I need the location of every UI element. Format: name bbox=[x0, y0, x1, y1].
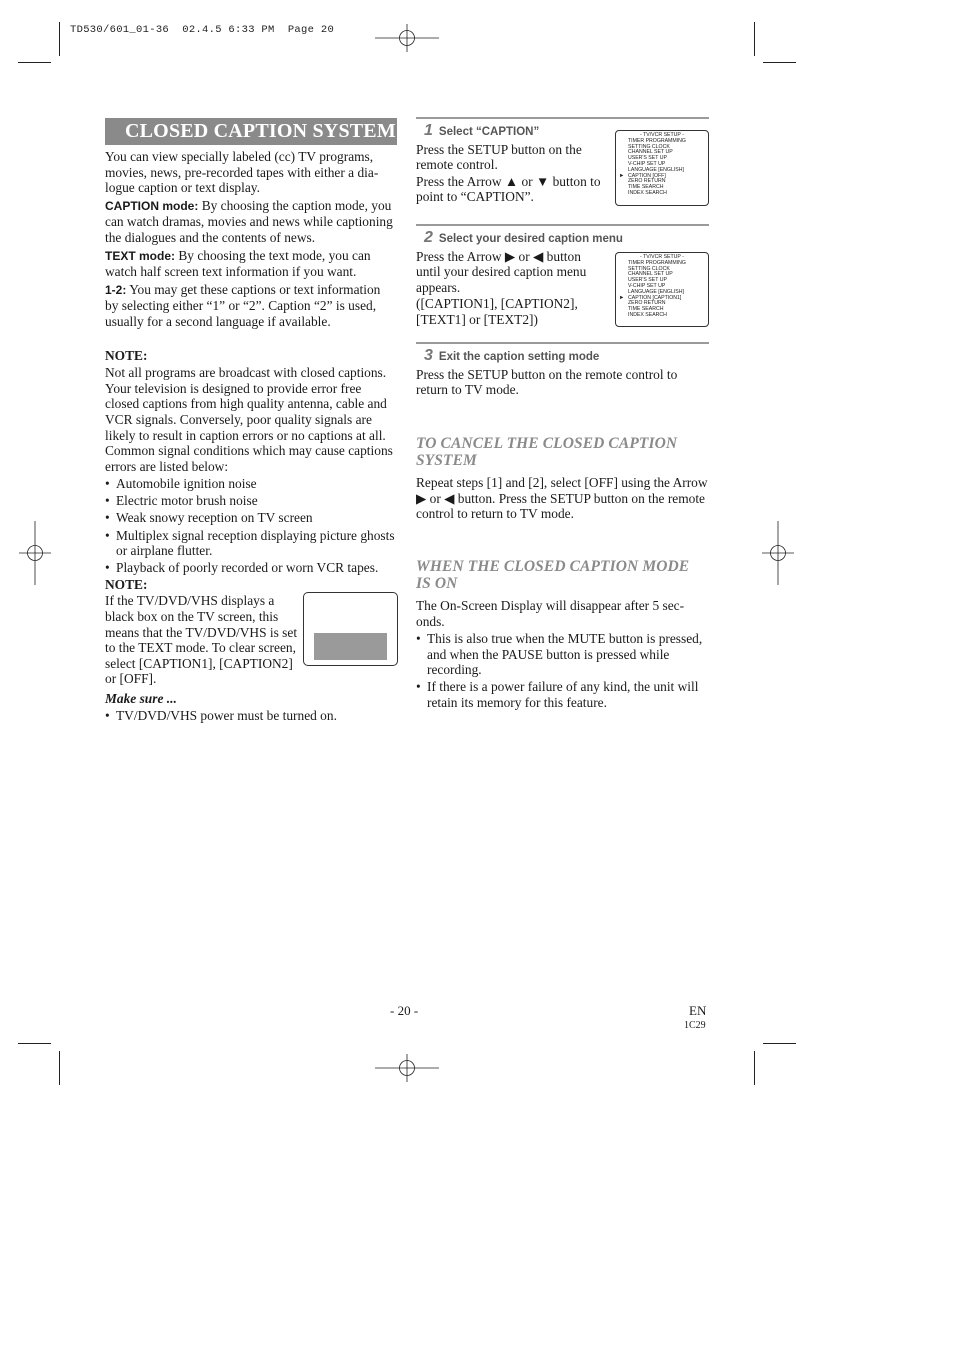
step-number: 3 bbox=[424, 347, 433, 364]
osd-title: - TV/VCR SETUP - bbox=[640, 132, 684, 138]
step-text: Press the Arrow ▲ or ▼ button to point to “CAPTION”. bbox=[416, 173, 601, 205]
cancel-section bbox=[416, 435, 708, 522]
section-text: Repeat steps [1] and [2], select [OFF] using the Arrow ▶ or ◀ button. Press the SETUP button on the remote control to return to TV mode. bbox=[416, 475, 708, 522]
osd-item: ZERO RETURN bbox=[628, 178, 666, 185]
crop-mark bbox=[59, 22, 60, 56]
osd-item: SETTING CLOCK bbox=[628, 265, 670, 272]
make-sure-list bbox=[105, 708, 397, 724]
section-text: The On-Screen Display will disappear after 5 sec- onds. bbox=[416, 598, 685, 629]
signal-issues-list bbox=[105, 476, 397, 576]
osd-item: TIME SEARCH bbox=[628, 306, 664, 313]
print-slug: TD530/601_01-36 02.4.5 6:33 PM Page 20 bbox=[70, 24, 335, 36]
step-divider bbox=[416, 342, 709, 344]
one-two-paragraph bbox=[105, 282, 397, 330]
osd-item: SETTING CLOCK bbox=[628, 143, 670, 150]
osd-item: CHANNEL SET UP bbox=[628, 271, 673, 278]
crop-mark bbox=[59, 1051, 60, 1085]
registration-mark-icon bbox=[762, 521, 794, 585]
when-on-section bbox=[416, 558, 708, 711]
step-text: Press the SETUP button on the remote control to return to TV mode. bbox=[416, 366, 678, 398]
step-number: 1 bbox=[424, 122, 433, 139]
section-heading: WHEN THE CLOSED CAPTION MODE IS ON bbox=[416, 558, 690, 592]
osd-title: - TV/VCR SETUP - bbox=[640, 254, 684, 260]
crop-mark bbox=[754, 1051, 755, 1085]
step-1 bbox=[416, 123, 616, 205]
text-mode-text: By choosing the text mode, you can watch half screen text information if you want. bbox=[105, 247, 371, 280]
osd-setup-menu bbox=[615, 130, 709, 206]
step-heading bbox=[424, 348, 708, 366]
osd-item: LANGUAGE [ENGLISH] bbox=[628, 166, 684, 173]
intro-paragraph: You can view specially labeled (cc) TV programs, movies, news, pre-recorded tapes with either a dia- logue caption or text display. bbox=[105, 149, 379, 196]
one-two-label: 1-2: bbox=[105, 282, 127, 297]
note-paragraph: Not all programs are broadcast with closed captions. Your television is designed to provide error free closed captions from high quality antenna, cable and VCR signals. Conversely, poor quality signals are likely to result in caption errors or no captions at all. Common signal conditions which may cause captions errors are listed below: bbox=[105, 365, 393, 474]
step-number: 2 bbox=[424, 229, 433, 246]
step-text: Press the SETUP button on the remote control. bbox=[416, 141, 582, 173]
osd-item: V-CHIP SET UP bbox=[628, 160, 666, 167]
registration-mark-icon bbox=[19, 521, 51, 585]
crop-mark bbox=[18, 62, 51, 63]
osd-item: USER'S SET UP bbox=[628, 155, 667, 162]
osd-item-selected: ► CAPTION [CAPTION1] bbox=[619, 294, 682, 301]
note-heading: NOTE: bbox=[105, 576, 148, 592]
section-heading: TO CANCEL THE CLOSED CAPTION SYSTEM bbox=[416, 435, 678, 469]
step-title: Exit the caption setting mode bbox=[438, 351, 600, 363]
osd-item: CHANNEL SET UP bbox=[628, 149, 673, 156]
osd-item: V-CHIP SET UP bbox=[628, 282, 666, 289]
step-divider bbox=[416, 224, 709, 226]
step-title: Select your desired caption menu bbox=[438, 233, 623, 245]
osd-list bbox=[616, 261, 708, 319]
tv-screen-illustration bbox=[303, 592, 398, 666]
registration-mark-icon bbox=[375, 1054, 439, 1082]
osd-setup-menu bbox=[615, 252, 709, 327]
step-heading bbox=[424, 123, 616, 141]
step-heading bbox=[424, 229, 623, 248]
text-mode-label: TEXT mode: bbox=[105, 248, 176, 263]
black-box-note: If the TV/DVD/VHS displays a black box on the TV screen, this means that the TV/DVD/VHS is set to the TEXT mode. To clear screen, select [CAPTION1], [CAPTION2] or [OFF]. bbox=[105, 593, 298, 687]
step-text: Press the Arrow ▶ or ◀ button until your desired caption menu appears. bbox=[416, 248, 587, 295]
osd-item: INDEX SEARCH bbox=[628, 311, 667, 318]
cursor-icon: ► bbox=[619, 294, 625, 301]
crop-mark bbox=[763, 1043, 796, 1044]
list-item: • TV/DVD/VHS power must be turned on. bbox=[105, 708, 397, 724]
list-item: • Weak snowy reception on TV screen bbox=[105, 510, 397, 526]
osd-item: TIME SEARCH bbox=[628, 184, 664, 191]
language-code: EN bbox=[689, 1003, 707, 1018]
caption-mode-label: CAPTION mode: bbox=[105, 198, 199, 213]
crop-mark bbox=[754, 22, 755, 56]
list-item: • Automobile ignition noise bbox=[105, 476, 397, 492]
registration-mark-icon bbox=[375, 24, 439, 52]
osd-item: TIMER PROGRAMMING bbox=[628, 259, 686, 266]
one-two-text: You may get these captions or text information by selecting either “1” or “2”. Caption “2” is used, usually for a second language if available. bbox=[105, 281, 381, 329]
osd-item: LANGUAGE [ENGLISH] bbox=[628, 288, 684, 295]
step-text: ([CAPTION1], [CAPTION2], [TEXT1] or [TEXT2]) bbox=[416, 296, 578, 327]
black-box bbox=[314, 633, 387, 660]
osd-item: ZERO RETURN bbox=[628, 300, 666, 307]
note-heading: NOTE: bbox=[105, 347, 148, 363]
page-title: CLOSED CAPTION SYSTEM bbox=[105, 118, 397, 145]
crop-mark bbox=[18, 1043, 51, 1044]
list-item: • Electric motor brush noise bbox=[105, 493, 397, 509]
osd-list bbox=[616, 139, 708, 197]
list-item: • Playback of poorly recorded or worn VCR tapes. bbox=[105, 560, 397, 576]
step-title: Select “CAPTION” bbox=[438, 126, 540, 138]
crop-mark bbox=[763, 62, 796, 63]
osd-item: TIMER PROGRAMMING bbox=[628, 137, 686, 144]
make-sure-heading: Make sure ... bbox=[105, 691, 177, 706]
osd-item: INDEX SEARCH bbox=[628, 189, 667, 196]
list-item: • Multiplex signal reception displaying picture ghosts or airplane flutter. bbox=[105, 528, 397, 559]
document-code: 1C29 bbox=[684, 1020, 706, 1031]
page-number: - 20 - bbox=[390, 1003, 419, 1018]
text-mode-paragraph bbox=[105, 248, 397, 280]
step-divider bbox=[416, 117, 709, 119]
list-item: • If there is a power failure of any kind, the unit will retain its memory for this feature. bbox=[416, 679, 708, 710]
step-2 bbox=[416, 229, 623, 328]
step-3 bbox=[416, 348, 708, 398]
osd-item-selected: ► CAPTION [OFF] bbox=[619, 172, 666, 179]
cursor-icon: ► bbox=[619, 172, 625, 179]
when-on-list bbox=[416, 631, 708, 710]
list-item: • This is also true when the MUTE button is pressed, and when the PAUSE button is pressed while recording. bbox=[416, 631, 708, 678]
caption-mode-paragraph bbox=[105, 198, 397, 246]
osd-item: USER'S SET UP bbox=[628, 277, 667, 284]
caption-mode-text: By choosing the caption mode, you can watch dramas, movies and news while captioning the dialogues and the contents of news. bbox=[105, 197, 393, 245]
